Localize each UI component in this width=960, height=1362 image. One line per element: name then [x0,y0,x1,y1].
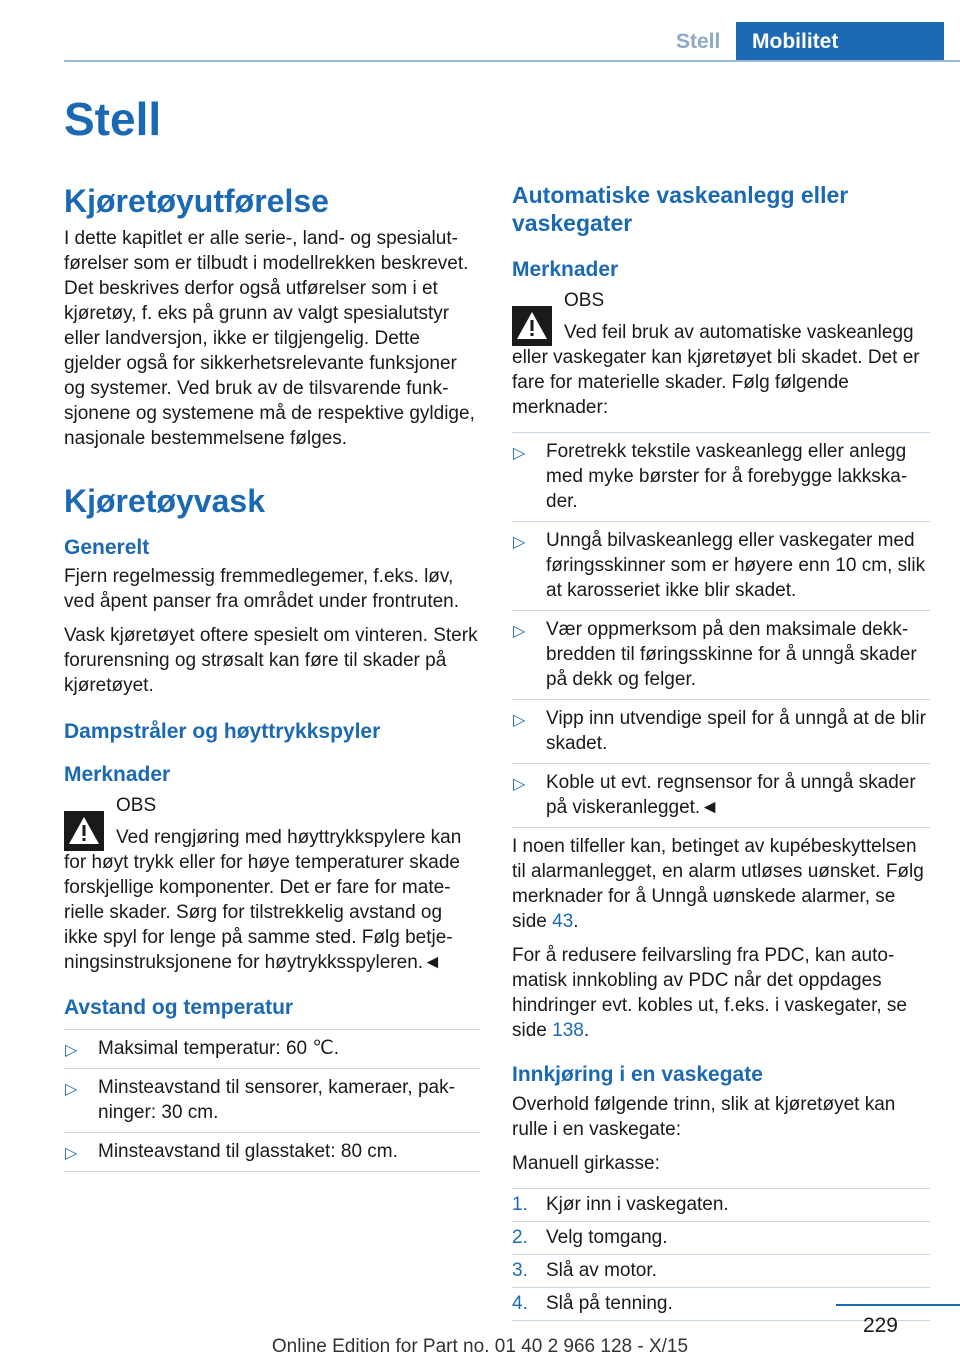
step-item [512,1255,930,1288]
warning-label: OBS [564,290,605,312]
step-text: Velg tomgang. [546,1226,668,1248]
paragraph: Manuell girkasse: [512,1152,660,1174]
paragraph-text: I noen tilfeller kan, betinget av kupébeskyttelsen til alarmanlegget, en alarm utløses uønsket. Følg merknader for å Unngå uønskede alarmer, se side [512,836,924,933]
paragraph: Vask kjøretøyet oftere spesielt om vinteren. Sterk forurensning og strøsalt kan føre til skader på kjøretøyet. [64,624,478,696]
triangle-bullet-icon: ▷ [513,776,526,794]
warning-text: Ved rengjøring med høyttrykkspylere kan [116,827,462,849]
paragraph: I dette kapitlet er alle serie-, land- og spesialutførelser som er tilbudt i modellrekken beskrevet. Det beskrives derfor også utførelser som i et kjøretøy, f. eks på grunn av valgt spesialutstyr eller landversjon, ikke er tilgjengelig. Dette gjelder også for sikkerhetsrelevante funksjoner og systemer. Ved bruk av de tilsvarende funksjonene og systemene må de respektive gyldige, nasjonale bestemmelsene følges. [64,228,475,450]
list-item-text: Unngå bilvaskeanlegg eller vaskegater med føringsskinner som er høyere enn 10 cm, slik at karosseriet ikke blir skadet. [546,530,926,602]
page-link-43[interactable]: 43 [552,911,574,933]
subsection-title-merknader: Merknader [64,763,171,787]
warning-note [512,288,930,420]
paragraph-text: . [583,1020,590,1042]
step-text: Kjør inn i vaskegaten. [546,1193,729,1215]
tab-mobilitet[interactable]: Mobilitet [736,22,944,62]
warning-label: OBS [116,795,157,817]
list-item-text: Vær oppmerksom på den maksimale dekkbredden til føringsskinne for å unngå skader på dekk og felger. [546,619,917,691]
subsection-title-dampstraler: Dampstråler og høyttrykkspyler [64,719,381,743]
step-number: 2. [512,1226,528,1248]
step-item [512,1222,930,1255]
triangle-bullet-icon: ▷ [513,623,526,641]
step-text: Slå av motor. [546,1259,657,1281]
footer-divider [836,1304,960,1306]
section-title-kjoretoyutforelse: Kjøretøyutførelse [64,183,329,219]
steps-list [512,1188,930,1321]
warning-icon [512,306,552,346]
warning-note [64,793,480,975]
list-item-text: Foretrekk tekstile vaskeanlegg eller anlegg med myke børster for å forebygge lakkskader. [546,441,908,513]
paragraph-pdc [512,943,930,1043]
page-link-138[interactable]: 138 [552,1020,584,1042]
edition-footer: Online Edition for Part no. 01 40 2 966 128 - X/15 [271,1336,689,1357]
list-item [512,433,930,522]
subsection-title-innkjoring: Innkjøring i en vaskegate [512,1063,763,1087]
step-text: Slå på tenning. [546,1292,673,1314]
warning-text-cont: eller vaskegater kan kjøretøyet bli skadet. Det er fare for materielle skader. Følg følgende merknader: [512,347,920,419]
tab-stell[interactable]: Stell [660,22,736,62]
list-item-text: Maksimal temperatur: 60 ℃. [98,1037,339,1059]
subsection-title-merknader: Merknader [512,258,619,282]
step-item [512,1189,930,1222]
distance-list [64,1029,480,1172]
section-title-automatiske: Automatiske vaskeanlegg eller vaskegater [512,182,849,236]
triangle-bullet-icon: ▷ [65,1041,78,1059]
subsection-title-avstand: Avstand og temperatur [64,996,294,1020]
list-item [512,611,930,700]
paragraph: Overhold følgende trinn, slik at kjøretøyet kan rulle i en vaskegate: [512,1093,896,1140]
triangle-bullet-icon: ▷ [513,445,526,463]
page-title: Stell [64,93,162,145]
step-number: 1. [512,1193,528,1215]
paragraph: Fjern regelmessig fremmedlegemer, f.eks. løv, ved åpent panser fra området under frontruten. [64,565,460,612]
list-item-text: Vipp inn utvendige speil for å unngå at de blir skadet. [546,708,926,755]
triangle-bullet-icon: ▷ [65,1080,78,1098]
list-item [512,764,930,828]
list-item [64,1069,480,1133]
header-divider [64,60,960,62]
list-item [64,1030,480,1069]
section-title-kjoretoyvask: Kjøretøyvask [64,483,265,520]
subsection-title-generelt: Generelt [64,535,150,559]
triangle-bullet-icon: ▷ [513,534,526,552]
list-item [64,1133,480,1172]
triangle-bullet-icon: ▷ [513,712,526,730]
triangle-bullet-icon: ▷ [65,1144,78,1162]
list-item [512,522,930,611]
step-number: 4. [512,1292,528,1314]
warning-text-cont: for høyt trykk eller for høye temperaturer skade forskjellige komponenter. Det er fare for materielle skader. Sørg for tilstrekkelig avstand og ikke spyl for lenge på samme sted. Følg betjeningsinstruksjonene for høytrykksspyleren.◄ [64,852,460,974]
list-item-text: Minsteavstand til sensorer, kameraer, pakninger: 30 cm. [98,1076,455,1123]
paragraph-alarm [512,834,930,934]
left-column [64,182,480,1178]
paragraph-text: For å redusere feilvarsling fra PDC, kan automatisk innkobling av PDC når det oppdages hindringer evt. kobles ut, f.eks. i vaskegater, se side [512,945,907,1042]
warning-icon [64,811,104,851]
list-item [512,700,930,764]
list-item-text: Minsteavstand til glasstaket: 80 cm. [98,1140,398,1162]
paragraph-text: . [573,911,579,933]
right-column [512,182,930,1321]
list-item-text: Koble ut evt. regnsensor for å unngå skader på viskeranlegget.◄ [546,772,916,819]
step-number: 3. [512,1259,528,1281]
warning-text: Ved feil bruk av automatiske vaskeanlegg [564,322,914,344]
page-number: 229 [862,1314,898,1337]
carwash-notes-list [512,432,930,828]
